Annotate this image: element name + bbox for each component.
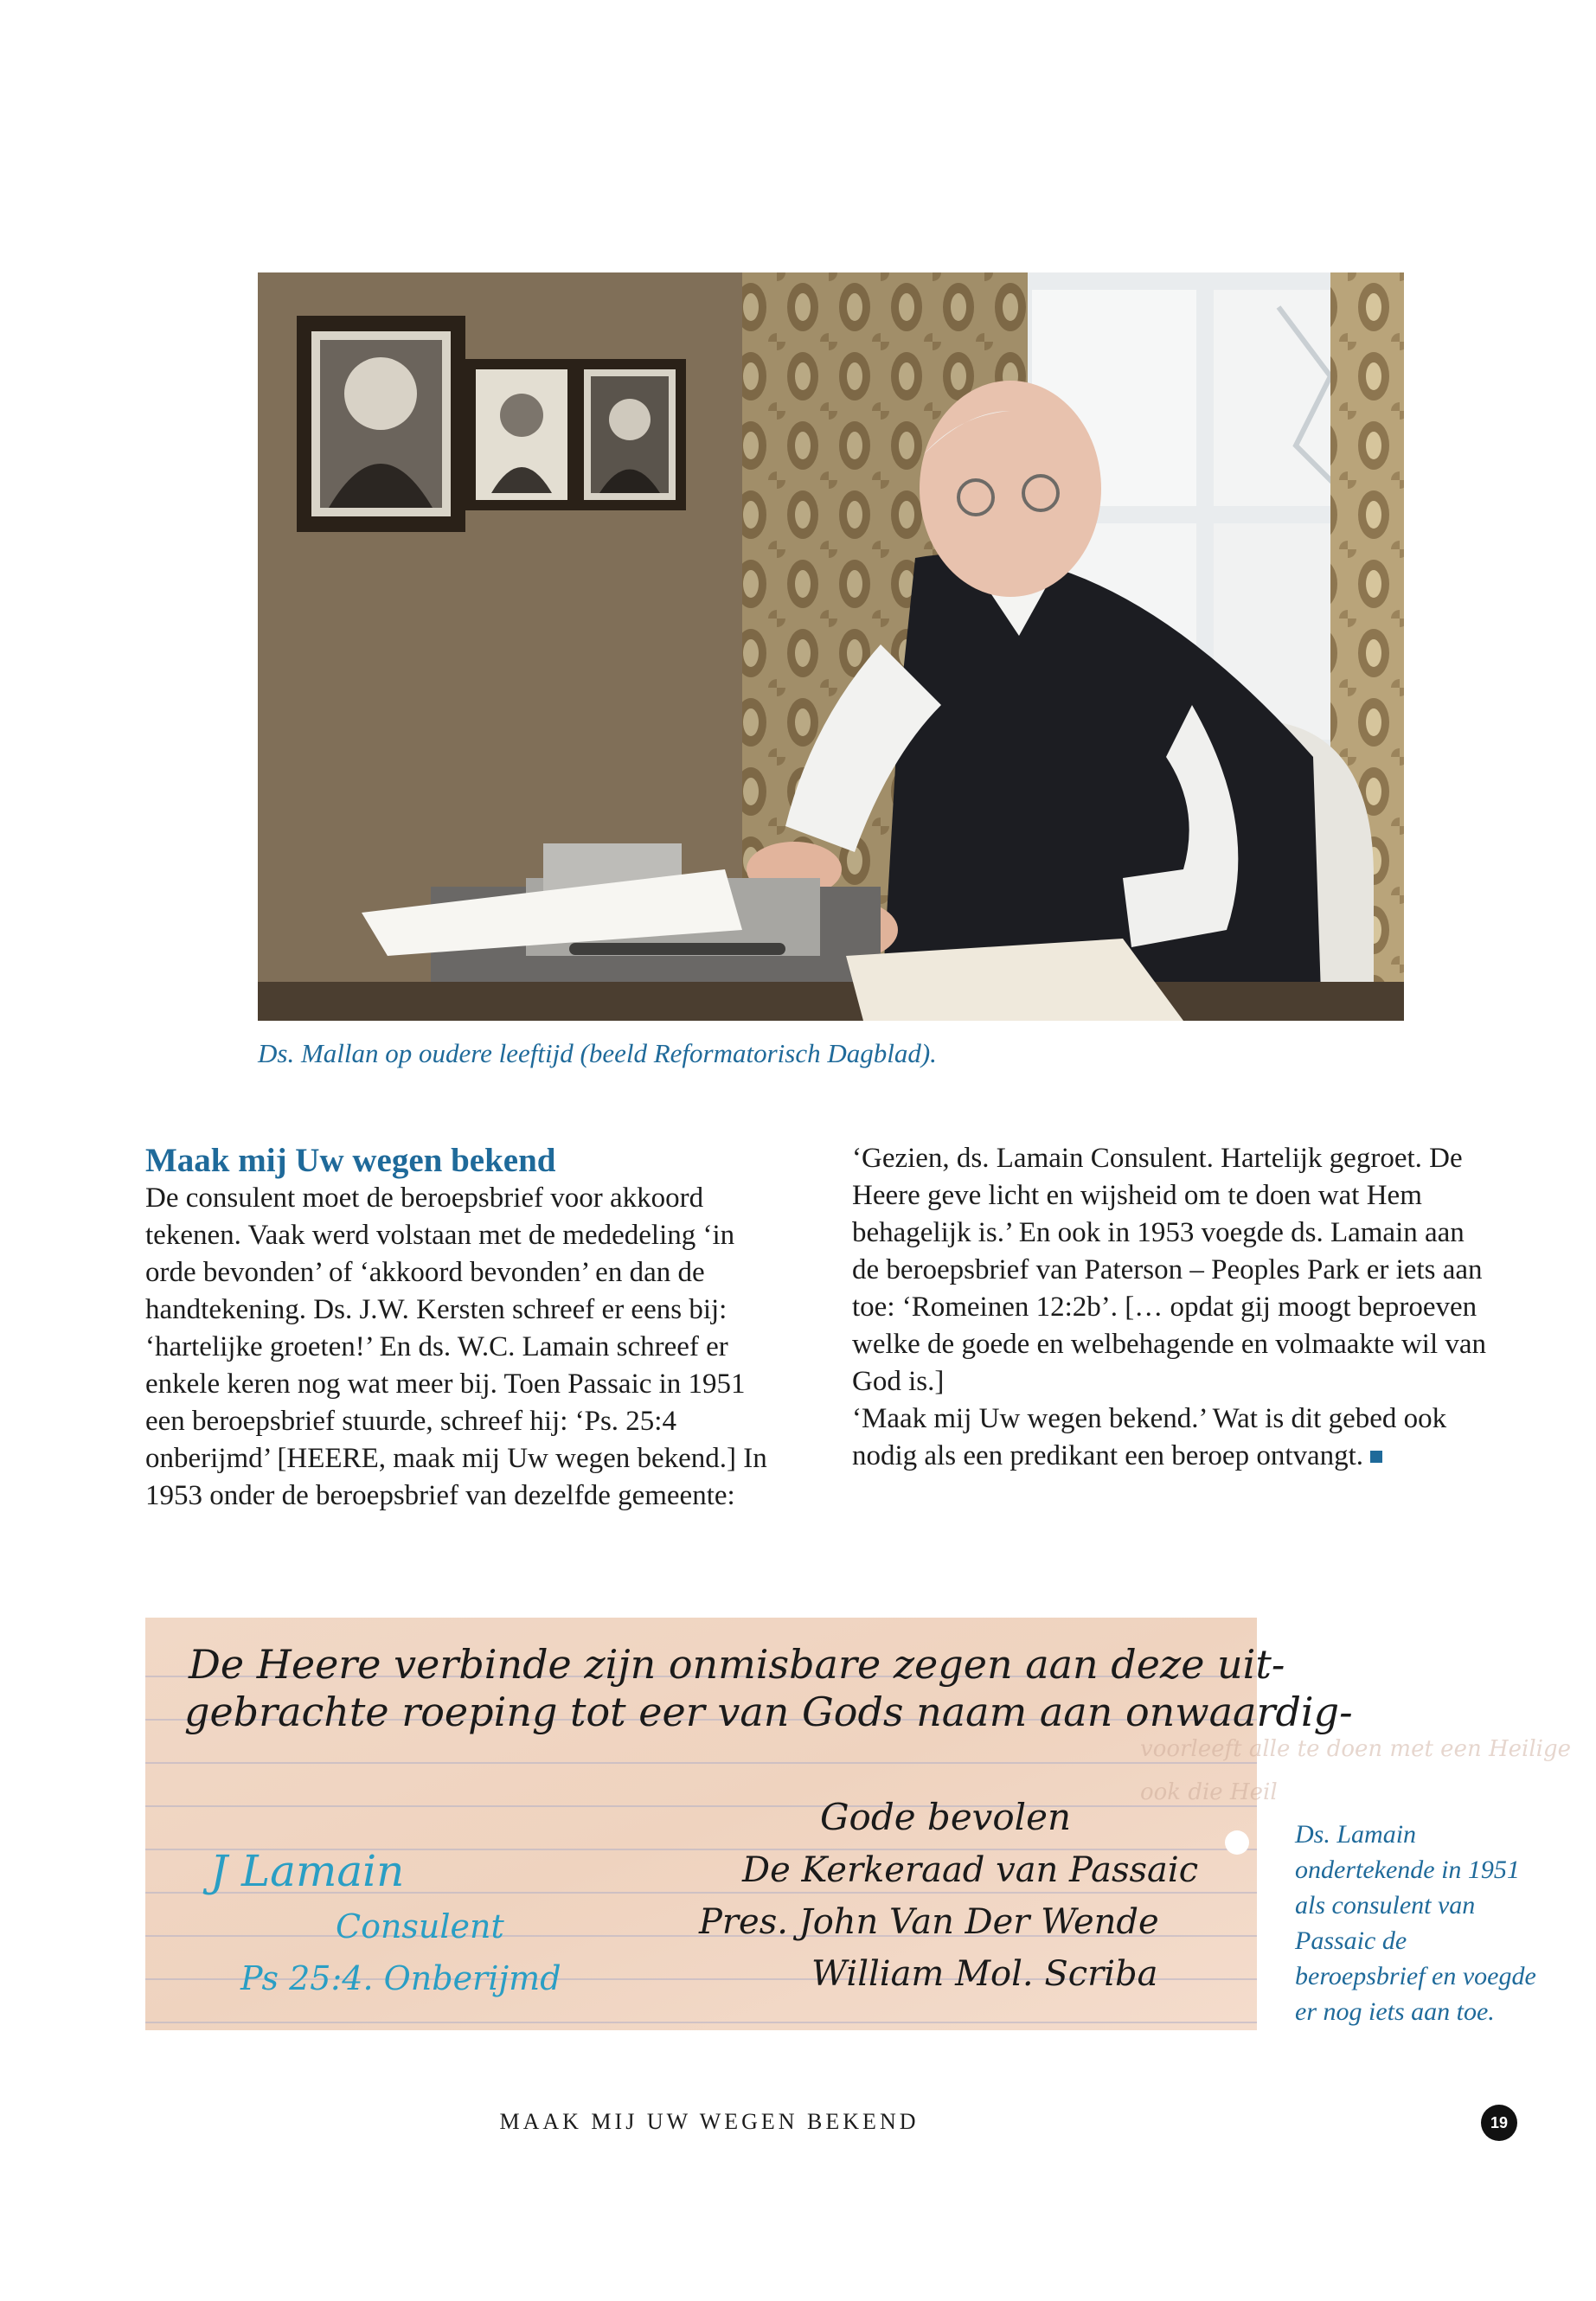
letter-note-signature: J Lamain — [210, 1846, 405, 1896]
letter-caption: Ds. Lamain ondertekende in 1951 als consulent van Passaic de beroepsbrief en voegde er nog iets aan toe. — [1295, 1820, 1536, 2026]
photo-caption: Ds. Mallan op oudere leeftijd (beeld Reformatorisch Dagblad). — [258, 1038, 937, 1068]
article-paragraph-final — [852, 1400, 1488, 1475]
running-footer-title: MAAK MIJ UW WEGEN BEKEND — [499, 2109, 920, 2134]
portrait-photo — [258, 272, 1404, 1021]
svg-text:ook die Heil: ook die Heil — [1140, 1779, 1278, 1805]
letter-note-reference: Ps 25:4. Onberijmd — [240, 1959, 561, 1997]
article-column-left — [145, 1140, 781, 1515]
page-number-badge: 19 — [1481, 2105, 1517, 2141]
letter-line-1: De Heere verbinde zijn onmisbare zegen aan deze uit- — [189, 1641, 1285, 1688]
article-paragraph: ‘Gezien, ds. Lamain Consulent. Hartelijk gegroet. De Heere geve licht en wijsheid om te doen wat Hem behagelijk is.’ En ook in 1953 voegde ds. Lamain aan de beroepsbrief van Paterson – Peoples Park er iets aan toe: ‘Romeinen 12:2b’. [… opdat gij moogt beproeven welke de goede en welbehagende en volmaakte wil van God is.] — [852, 1143, 1487, 1397]
letter-closing-1: Gode bevolen — [820, 1796, 1072, 1838]
svg-text:voorleeft alle te doen met een: voorleeft alle te doen met een Heilige — [1140, 1736, 1571, 1762]
letter-closing-3: Pres. John Van Der Wende — [699, 1902, 1159, 1942]
letter-note-title: Consulent — [336, 1907, 504, 1945]
article-closing-text: ‘Maak mij Uw wegen bekend.’ Wat is dit gebed ook nodig als een predikant een beroep ontvangt. — [852, 1403, 1447, 1471]
article-paragraph: De consulent moet de beroepsbrief voor akkoord tekenen. Vaak werd volstaan met de mededeling ‘in orde bevonden’ of ‘akkoord bevonden’ en dan de handtekening. Ds. J.W. Kersten schreef er eens bij: ‘hartelijke groeten!’ En ds. W.C. Lamain schreef er enkele keren nog wat meer bij. Toen Passaic in 1951 een beroepsbrief stuurde, schreef hij: ‘Ps. 25:4 onberijmd’ [HEERE, maak mij Uw wegen bekend.] In 1953 onder de beroepsbrief van dezelfde gemeente: — [145, 1183, 767, 1511]
photo-illustration — [258, 272, 1404, 1021]
article-heading: Maak mij Uw wegen bekend — [145, 1142, 556, 1179]
letter-line-2: gebrachte roeping tot eer van Gods naam aan onwaardig- — [184, 1689, 1353, 1735]
article-column-right — [852, 1140, 1488, 1475]
letter-closing-2: De Kerkeraad van Passaic — [742, 1850, 1199, 1890]
letter-closing-4: William Mol. Scriba — [811, 1954, 1158, 1994]
end-mark-icon — [1370, 1451, 1382, 1463]
